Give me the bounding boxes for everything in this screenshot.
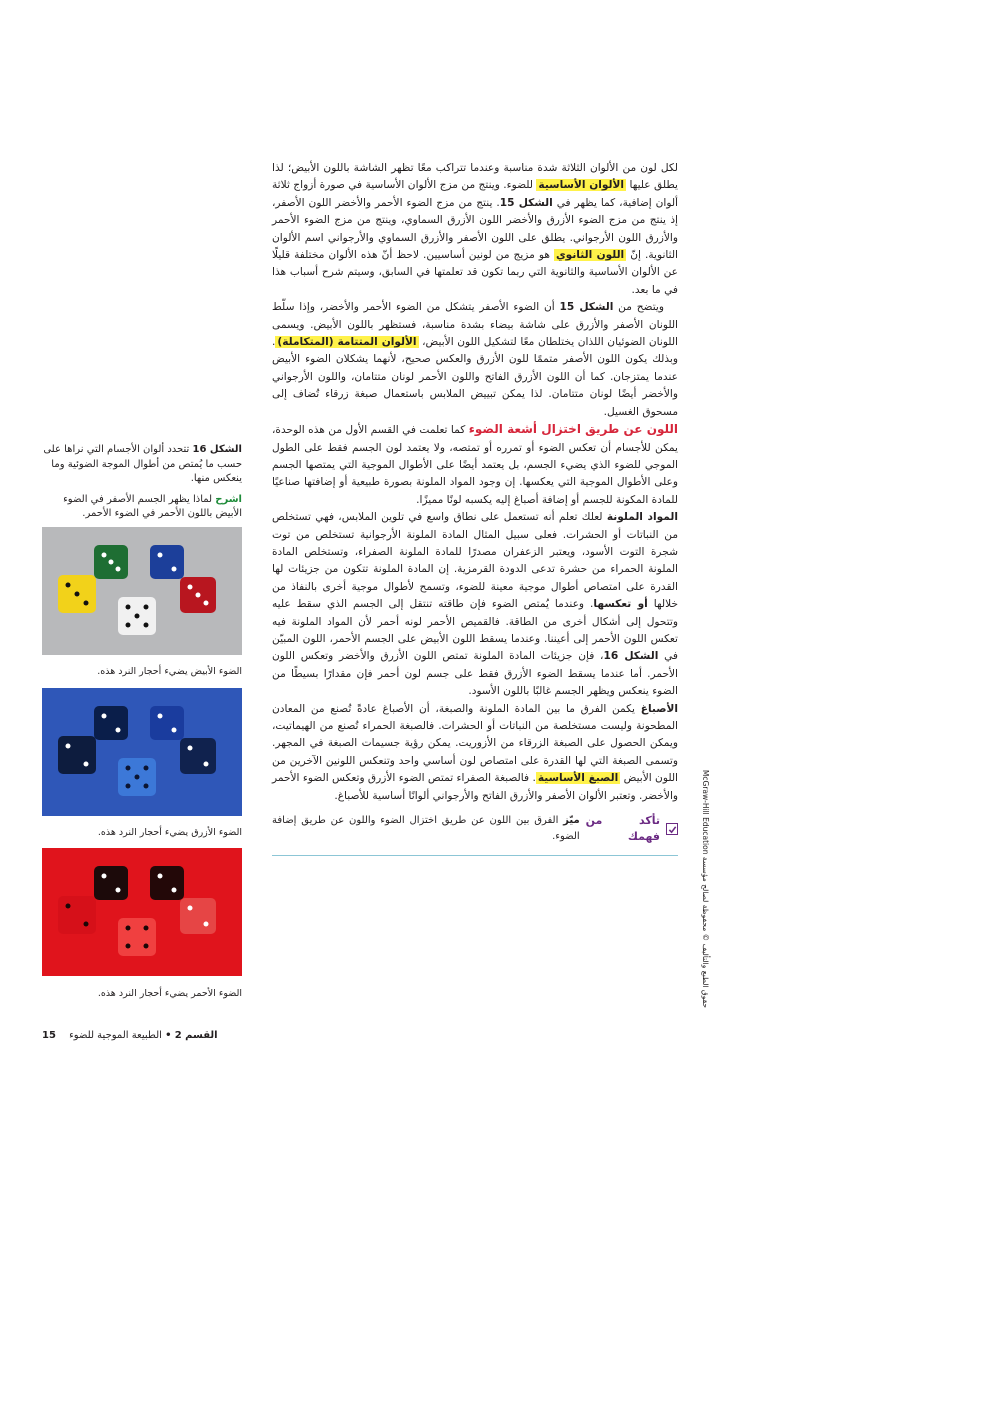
figure-16-caption [42, 443, 242, 528]
page-number: 15 [42, 1030, 56, 1041]
text: ، فإن جزيئات المادة الملونة تمتص اللون الأزرق والأخضر وتعكس اللون الأحمر. أما عندما يسقط الضوء الأزرق فقط على جسم لون أحمر فإن مقدارًا بسيطًا من الضوء ينعكس ويظهر الجسم غالبًا باللون الأسود. [272, 650, 678, 698]
text: للضوء. وينتج من مزج الألوان الأساسية في صورة أزواج ثلاثة ألوان إضافية، كما يظهر في [272, 179, 679, 209]
paragraph-subtraction [272, 421, 678, 509]
copyright-text: حقوق الطبع والتأليف © محفوظة لصالح مؤسسة McGraw-Hill Education [701, 769, 710, 1008]
figure-description [42, 443, 242, 487]
paragraph-dyes [272, 509, 678, 700]
subheading-dyes: المواد الملونة [606, 511, 678, 524]
footer-title: الطبيعة الموجية للضوء [69, 1030, 162, 1041]
text: الفرق بين اللون عن طريق اختزال الضوء واللون عن طريق إضافة الضوء. [272, 815, 580, 843]
subheading-pigments: الأصباغ [640, 702, 678, 715]
text-bold: أو تعكسها [593, 598, 648, 611]
paragraph-pigments [272, 701, 678, 805]
term-complementary-colors: الألوان المتتامة (المتكاملة) [277, 336, 417, 349]
checkbox-icon [666, 823, 678, 835]
text: هو مزيج من لونين أساسيين. لاحظ أنّ هذه الألوان مختلفة قليلًا عن الألوان الأساسية والثانوية التي ربما تكون قد تعلمتها في السابق، وسيتم شرح أسباب هذا في ما بعد. [272, 249, 678, 296]
reading-check-title: تأكد من فهمك [585, 814, 660, 844]
footer-bullet: • [165, 1030, 172, 1041]
term-secondary-color: اللون الثانوي [555, 249, 625, 262]
text: . ينتج من مزج الضوء الأحمر والأخضر اللون الأصفر، إذ ينتج من مزج الضوء الأزرق والأخضر اللون الأزرق السماوي، وينتج من مزج الضوء الأحمر والأزرق اللون الأرجواني. يطلق على اللون الأصفر والأزرق السماوي والأرجواني اسم الألوان الثانوية. إنّ [272, 196, 678, 262]
text: يكمن الفرق ما بين المادة الملونة والصبغة، أن الأصباغ عادةً تُصنع من المعادن المطحونة وليست مستخلصة من النباتات أو الحشرات. فالصبغة الحمراء تُصنع من الهيماتيت، ويمكن الحصول على الصبغة الزرقاء من الأزوريت. يمكن رؤية جسيمات الصبغة في المجهر. وتسمى الصبغة التي لها القدرة على امتصاص لون أساسي واحد وتنعكس اللونين الآخرين من اللون الأبيض [272, 702, 678, 785]
text: لعلك تعلم أنه تستعمل على نطاق واسع في تلوين الملابس، فهي تستخلص من النباتات أو الحشرات. فعلى سبيل المثال المادة الملونة الأرجوانية تستخلص من توت شجرة التوت الأسود، ويعتبر الزعفران مصدرًا للمادة الملونة الصفراء، وتستخلص المادة الملونة الحمراء من حشرة تدعى الدودة القرمزية. إن المادة الملونة تتكون من جزيئات لها القدرة على امتصاص أطوال موجية معينة للضوء، وتسمح لأطوال موجية أخرى بالنفاذ من خلالها [272, 511, 678, 611]
explain-question [42, 493, 242, 522]
main-column [272, 160, 678, 856]
text: . وعندما يُمتص الضوء فإن طاقته تنتقل إلى الجسم الذي سقط عليه وتتحول إلى أشكال أخرى من الطاقة. فالقميص الأحمر لونه أحمر لأن المواد الملونة فيه تعكس اللون الأحمر إلى أعيننا. وعندما يسقط اللون الأبيض على الجسم الأحمر، اللون المبيّن في [272, 598, 678, 663]
text: لماذا يظهر الجسم الأصفر في الضوء الأبيض باللون الأحمر في الضوء الأحمر. [63, 493, 242, 519]
caption-white-light: الضوء الأبيض يضيء أحجار النرد هذه. [97, 666, 242, 677]
paragraph-complementary-colors [272, 299, 678, 421]
term-primary-pigments: الصبغ الأساسية [537, 772, 619, 785]
copyright-vertical [700, 769, 710, 1008]
figure-ref: الشكل 15 [499, 196, 553, 209]
dice-white-light-photo [42, 527, 242, 655]
text: ويتضح من [613, 301, 664, 314]
text: أن الضوء الأصفر يتشكل من الضوء الأحمر والأخضر، وإذا سلّط اللونان الأصفر والأزرق على شاشة بيضاء بشدة مناسبة، فستظهر باللون الأبيض. ويسمى اللونان الضوئيان اللذان يختلطان معًا لتشكيل اللون الأبيض، [272, 301, 678, 349]
text: كما تعلمت في القسم الأول من هذه الوحدة، يمكن للأجسام أن تعكس الضوء أو تمرره أو تمتصه، ولا يعتمد لون الجسم فقط على الطول الموجي للضوء الذي يضيء الجسم، بل يعتمد أيضًا على الأطوال الموجية التي يمتصها الجسم وعلى الأطوال الموجية التي يعكسها. إن وجود المواد الملونة بصورة طبيعية أو إضافتها صناعيًا للمادة المكونة للجسم أو إضافة أصباغ إليه يكسبه لونًا مميزًا. [272, 424, 678, 506]
text: . وبذلك يكون اللون الأصفر متممًا للون الأزرق والعكس صحيح، لأنهما يشكلان الضوء الأبيض عندما يمتزجان. كما أن اللون الأزرق الفاتح واللون الأحمر لونان متتامان، واللون الأرجواني والأخضر أيضًا لونان متتامان. لذا يمكن تبييض الملابس باستعمال صبغة زرقاء تُضاف إلى مسحوق الغسيل. [272, 336, 678, 418]
explain-label: اشرح [215, 493, 242, 505]
caption-red-light: الضوء الأحمر يضيء أحجار النرد هذه. [97, 988, 242, 999]
footer-section: القسم 2 [174, 1030, 218, 1041]
figure-label: الشكل 16 [192, 444, 242, 455]
dice-red-light-photo [42, 848, 242, 976]
reading-check [272, 813, 678, 856]
text-bold: ميّز [563, 815, 580, 827]
term-primary-colors: الألوان الأساسية [538, 179, 625, 192]
caption-blue-light: الضوء الأزرق يضيء أحجار النرد هذه. [97, 827, 242, 838]
page-footer [42, 1030, 242, 1041]
dice-blue-light-photo [42, 688, 242, 816]
subheading-subtraction: اللون عن طريق اختزال أشعة الضوء [468, 422, 678, 437]
figure-ref: الشكل 15 [559, 301, 614, 314]
text: تتحدد ألوان الأجسام التي نراها على حسب ما يُمتص من أطوال الموجة الضوئية وما ينعكس منها. [43, 444, 242, 484]
text: لكل لون من الألوان الثلاثة شدة مناسبة وعندما تتراكب معًا تظهر الشاشة باللون الأبيض؛ لذا يطلق عليها [272, 162, 678, 192]
reading-check-question [272, 813, 580, 845]
paragraph-primary-colors [272, 160, 678, 299]
figure-ref: الشكل 16 [603, 650, 659, 663]
text: . فالصبغة الصفراء تمتص الضوء الأزرق وتعكس الضوء الأحمر والأخضر. وتعتبر الألوان الأصفر والأزرق الفاتح والأرجواني ألوانًا أساسية للأصباغ. [271, 772, 678, 802]
